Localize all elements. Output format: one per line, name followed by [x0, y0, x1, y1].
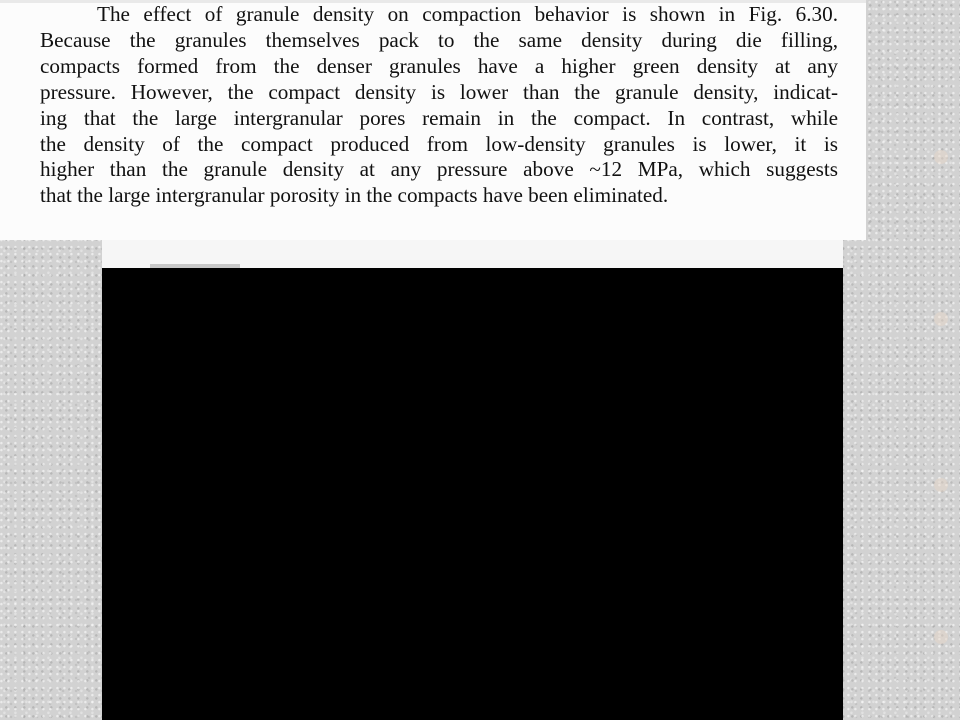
background-spot [934, 478, 948, 492]
paragraph-line: Because the granules themselves pack to the same density during die filling, [40, 27, 838, 52]
figure-frame [102, 240, 843, 720]
paragraph-line: The effect of granule density on compaction behavior is shown in Fig. 6.30. [97, 2, 838, 26]
body-paragraph [40, 2, 838, 209]
figure-image-blackout [102, 268, 843, 720]
background-spot [934, 312, 948, 326]
paragraph-line: compacts formed from the denser granules have a higher green density at any [40, 53, 838, 78]
paragraph-line: ing that the large intergranular pores remain in the compact. In contrast, while [40, 105, 838, 130]
paragraph-line: that the large intergranular porosity in the compacts have been eliminated. [40, 183, 669, 208]
background-spot [934, 150, 948, 164]
paragraph-line: pressure. However, the compact density is lower than the granule density, indicat- [40, 79, 838, 104]
background-spot [934, 630, 948, 644]
scanned-page [0, 0, 866, 240]
paragraph-line: the density of the compact produced from low-density granules is lower, it is [40, 131, 838, 156]
paragraph-line: higher than the granule density at any pressure above ~12 MPa, which suggests [40, 157, 838, 182]
